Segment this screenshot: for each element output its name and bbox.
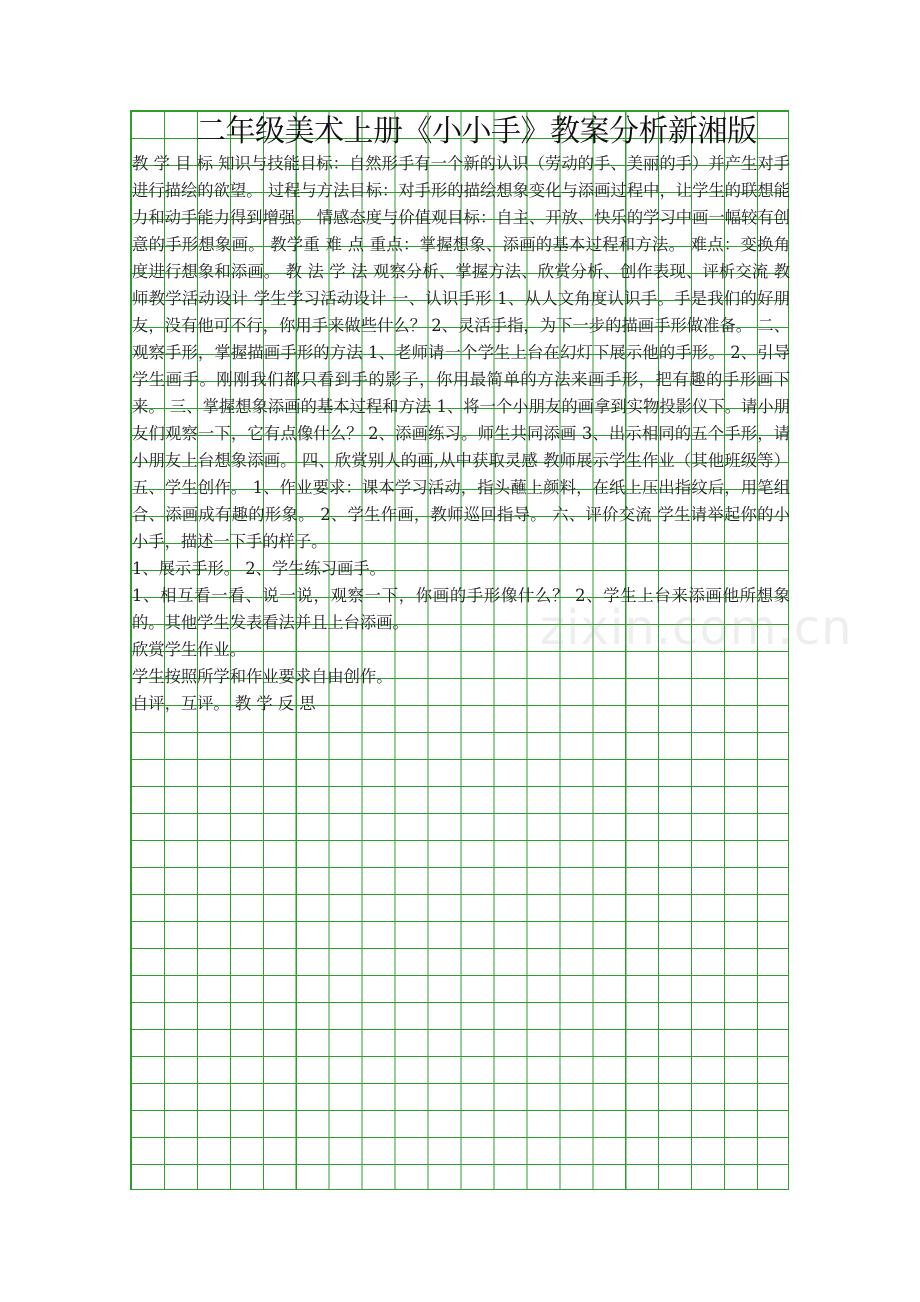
paragraph: 欣赏学生作业。 bbox=[132, 640, 246, 659]
paragraph: 教 学 目 标 知识与技能目标：自然形手有一个新的认识（劳动的手、美丽的手）并产生对手进行描绘的欲望。 过程与方法目标：对手形的描绘想象变化与添画过程中，让学生的联想能力和动手能力得到增强。 情感态度与价值观目标：自主、开放、快乐的学习中画一幅较有创意的手形想象画。 教学重 难 点 重点：掌握想象、添画的基本过程和方法。 难点：变换角度进行想象和添画。 教 法 学 法 观察分析、掌握方法、欣赏分析、创作表现、评析交流 教师教学活动设计 学生学习活动设计 一、认识手形 1、从人文角度认识手。手是我们的好朋友，没有他可不行，你用手来做些什么？ 2、灵活手指，为下一步的描画手形做准备。 二、观察手形，掌握描画手形的方法 1、老师请一个学生上台在幻灯下展示他的手形。 2、引导学生画手。刚刚我们都只看到手的影子，你用最简单的方法来画手形，把有趣的手形画下来。 三、掌握想象添画的基本过程和方法 1、将一个小朋友的画拿到实物投影仪下。请小朋友们观察一下，它有点像什么？ 2、添画练习。师生共同添画 3、出示相同的五个手形，请小朋友上台想象添画。 四、欣赏别人的画,从中获取灵感 教师展示学生作业（其他班级等） 五、学生创作。 1、作业要求：课本学习活动，指头蘸上颜料，在纸上压出指纹后，用笔组合、添画成有趣的形象。 2、学生作画，教师巡回指导。 六、评价交流 学生请举起你的小小手，描述一下手的样子。 bbox=[132, 154, 790, 551]
paragraph: 1、展示手形。 2、学生练习画手。 bbox=[132, 559, 386, 578]
watermark: zixin.com.cn bbox=[540, 600, 853, 656]
paragraph: 学生按照所学和作业要求自由创作。 bbox=[132, 667, 393, 686]
paragraph: 1、相互看一看、说一说，观察一下，你画的手形像什么？ 2、学生上台来添画他所想象的。其他学生发表看法并且上台添画。 bbox=[132, 586, 790, 632]
document-title: 二年级美术上册《小小手》教案分析新湘版 bbox=[196, 114, 757, 149]
paragraph: 自评，互评。 教 学 反 思 bbox=[132, 694, 316, 713]
